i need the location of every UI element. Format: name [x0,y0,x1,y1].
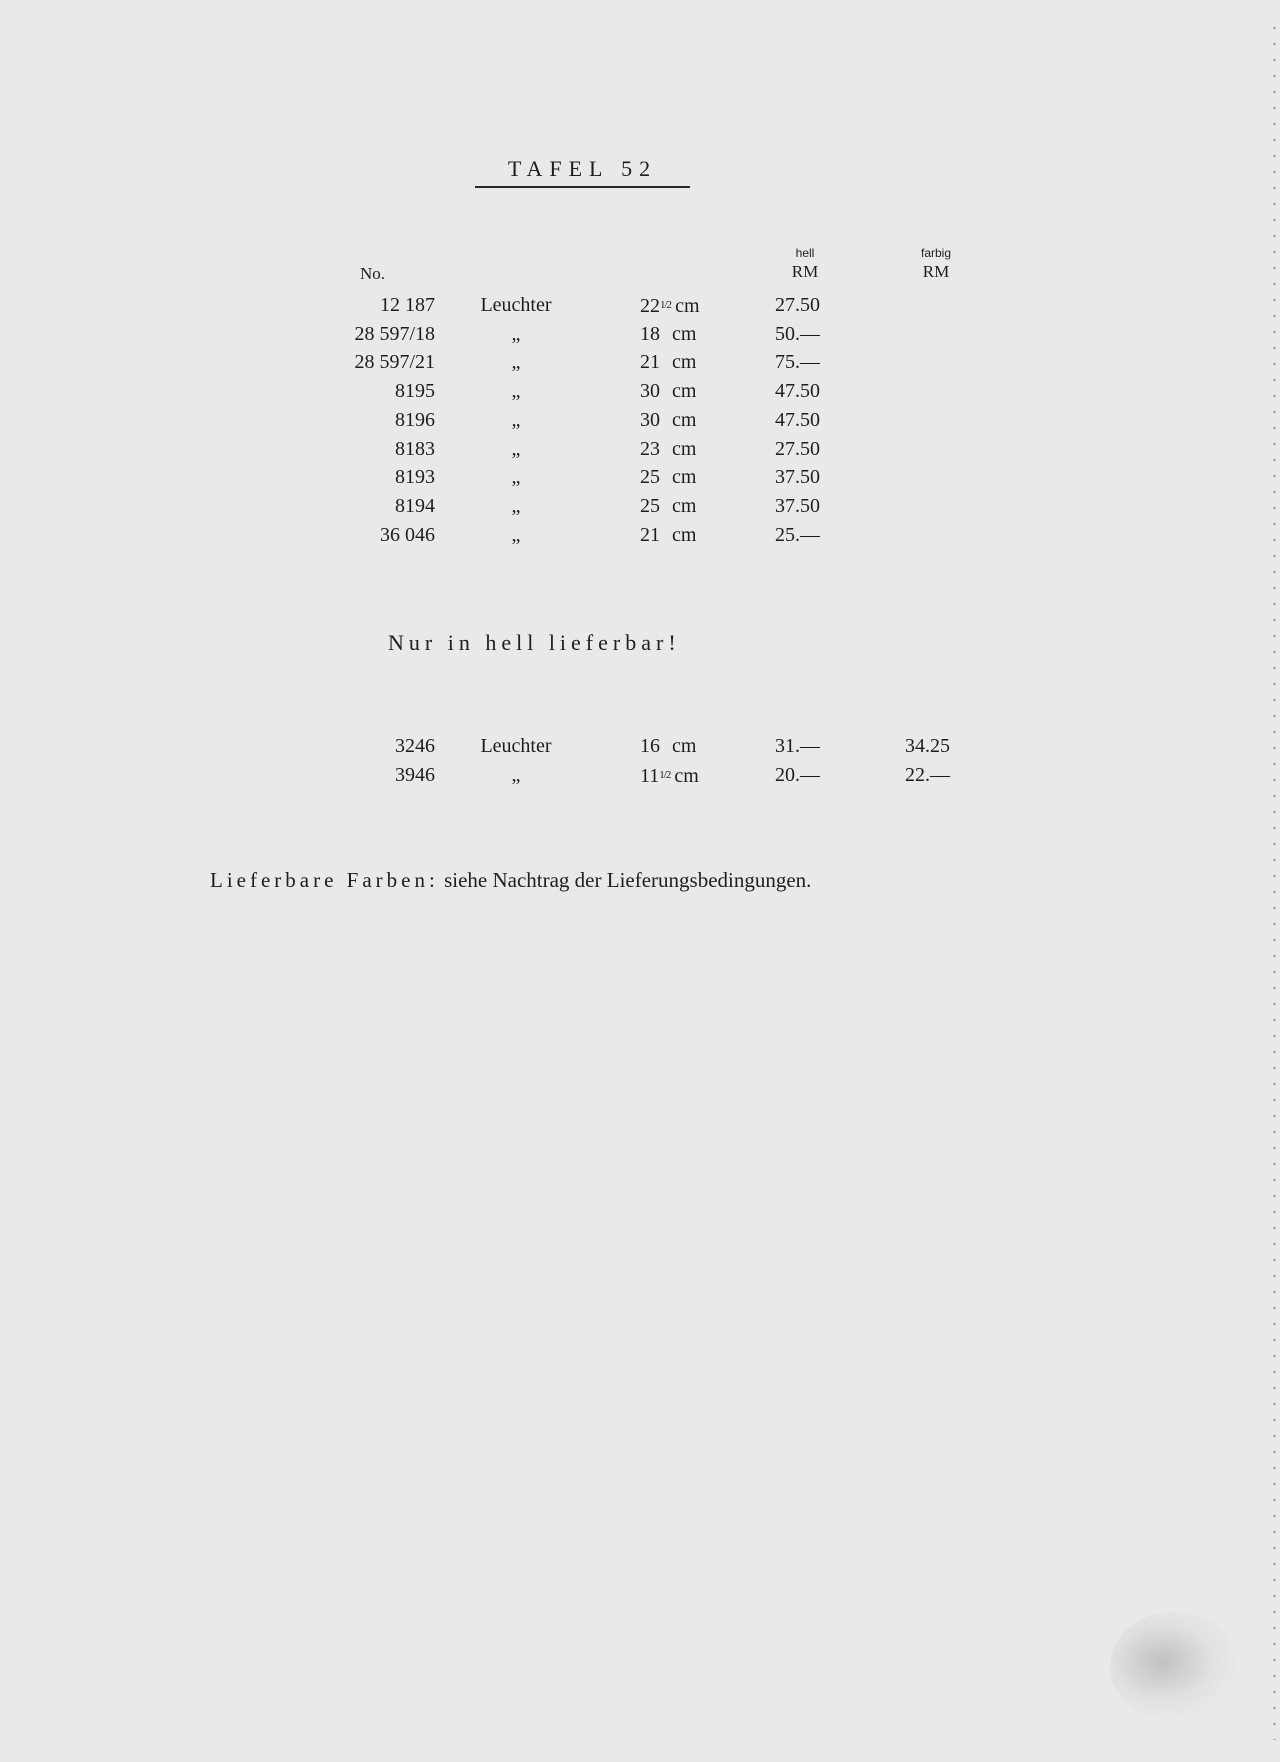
cell-no: 3946 [395,763,435,786]
footnote-text: siehe Nachtrag der Lieferungsbedingungen. [444,868,812,892]
footnote [210,868,811,893]
cell-hell: 37.50 [775,494,820,517]
header-farbig-currency: RM [922,262,950,281]
cell-name: „ [511,351,521,374]
cell-no: 28 597/21 [354,351,435,374]
footnote-label: Lieferbare Farben: [210,868,439,892]
header-no: No. [360,264,386,283]
cell-hell: 27.50 [775,437,820,460]
size-value: 30 [640,380,660,403]
cell-size [640,494,740,518]
size-unit: cm [672,437,697,460]
cell-name: „ [511,763,521,786]
size-fraction: 1/2 [659,768,671,781]
cell-size [640,523,740,547]
size-unit: cm [675,295,700,317]
size-unit: cm [672,380,697,403]
cell-no: 8196 [395,408,435,431]
title-underline [475,186,690,188]
perforated-edge [1273,20,1276,1740]
page-title: TAFEL 52 [507,156,658,181]
header-hell-currency: RM [791,262,819,281]
cell-name: „ [511,380,521,403]
cell-hell: 50.— [775,322,820,345]
header-farbig: farbig [920,246,952,260]
cell-size [640,293,740,318]
cell-no: 8193 [395,466,435,489]
size-unit: cm [672,494,697,517]
size-value: 30 [640,408,660,431]
cell-size [640,763,740,788]
cell-size [640,734,740,758]
size-value: 25 [640,466,660,489]
cell-name: Leuchter [480,735,552,757]
cell-size [640,379,740,403]
size-value: 21 [640,523,660,546]
header-hell: hell [795,246,815,260]
size-unit: cm [672,523,697,546]
cell-farbig: 34.25 [905,735,950,757]
size-fraction: 1/2 [660,299,672,311]
middle-note: Nur in hell lieferbar! [388,630,681,655]
cell-no: 12 187 [380,294,435,316]
cell-no: 8194 [395,494,435,517]
cell-hell: 20.— [775,763,820,786]
cell-hell: 27.50 [775,294,820,316]
cell-name: „ [511,466,521,489]
cell-size [640,350,740,374]
cell-no: 36 046 [380,523,435,546]
size-value: 25 [640,494,660,517]
cell-name: Leuchter [480,294,552,316]
cell-hell: 31.— [775,735,820,757]
size-value: 22 [640,295,660,317]
cell-hell: 47.50 [775,408,820,431]
size-unit: cm [672,351,697,374]
size-value: 18 [640,322,660,345]
cell-name: „ [511,408,521,431]
size-unit: cm [672,408,697,431]
size-unit: cm [672,322,697,345]
cell-hell: 75.— [775,351,820,374]
cell-size [640,465,740,489]
size-value: 16 [640,735,660,757]
size-value: 11 [640,764,660,787]
cell-name: „ [511,494,521,517]
size-unit: cm [672,735,697,757]
cell-size [640,408,740,432]
cell-size [640,322,740,346]
cell-name: „ [511,322,521,345]
cell-no: 8195 [395,380,435,403]
cell-hell: 47.50 [775,380,820,403]
cell-hell: 37.50 [775,466,820,489]
cell-farbig: 22.— [905,763,950,786]
cell-name: „ [511,437,521,460]
cell-name: „ [511,523,521,546]
size-unit: cm [674,764,699,787]
stain-mark [1110,1612,1240,1722]
size-value: 21 [640,351,660,374]
cell-hell: 25.— [775,523,820,546]
cell-no: 28 597/18 [354,322,435,345]
cell-no: 3246 [395,735,435,757]
size-unit: cm [672,466,697,489]
cell-no: 8183 [395,437,435,460]
size-value: 23 [640,437,660,460]
cell-size [640,437,740,461]
